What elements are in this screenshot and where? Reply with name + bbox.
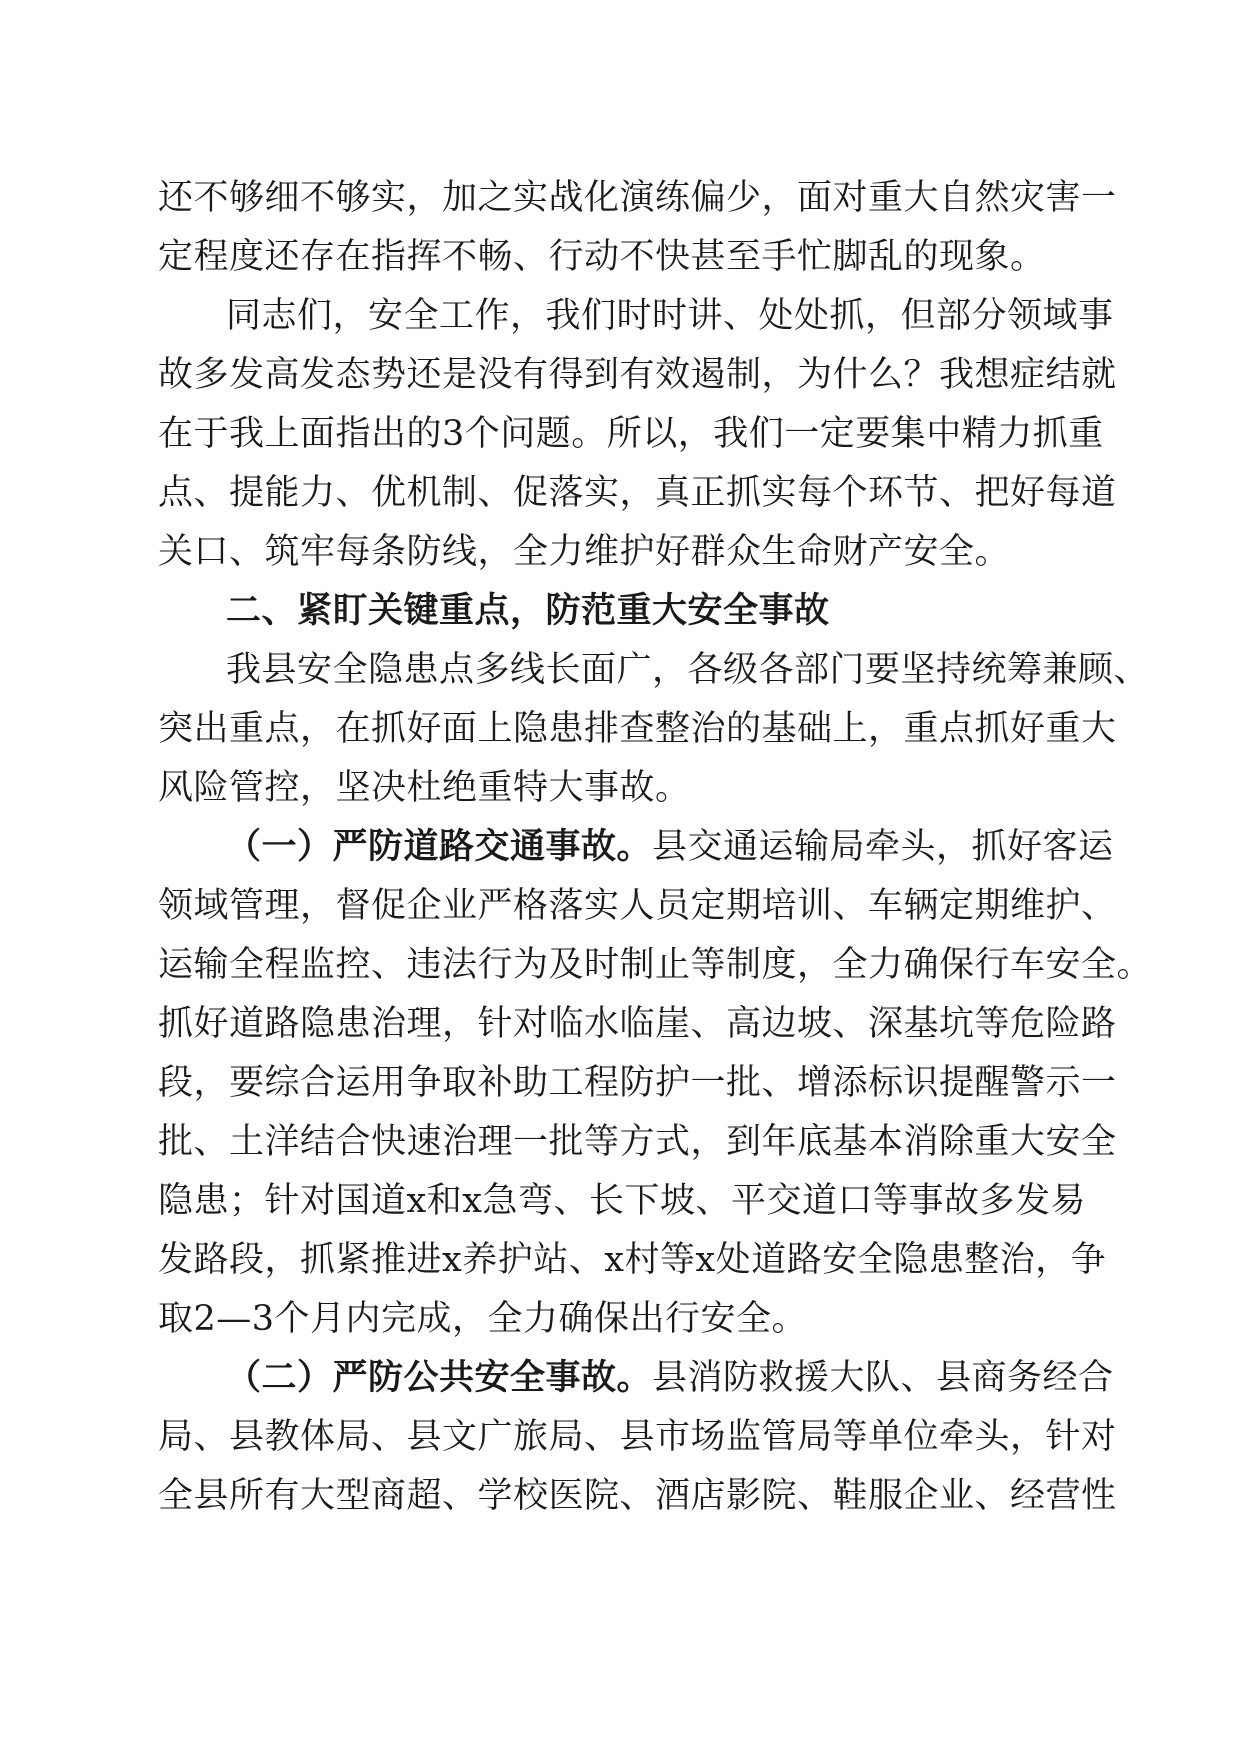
body-text-line: 突出重点，在抓好面上隐患排查整治的基础上，重点抓好重大 — [158, 709, 1117, 749]
body-text-line: 同志们，安全工作，我们时时讲、处处抓，但部分领域事 — [226, 296, 1114, 336]
section-heading: 二、紧盯关键重点，防范重大安全事故 — [226, 591, 830, 631]
body-text-line: 还不够细不够实，加之实战化演练偏少，面对重大自然灾害一 — [158, 178, 1117, 218]
body-text-line: 批、土洋结合快速治理一批等方式，到年底基本消除重大安全 — [158, 1122, 1117, 1162]
body-text-line: 运输全程监控、违法行为及时制止等制度，全力确保行车安全。 — [158, 945, 1153, 985]
body-text-line: 全县所有大型商超、学校医院、酒店影院、鞋服企业、经营性 — [158, 1476, 1117, 1516]
body-text-line: 局、县教体局、县文广旅局、县市场监管局等单位牵头，针对 — [158, 1417, 1117, 1457]
body-text-line: 在于我上面指出的3个问题。所以，我们一定要集中精力抓重 — [158, 414, 1104, 454]
body-text-line: 定程度还存在指挥不畅、行动不快甚至手忙脚乱的现象。 — [158, 237, 1046, 277]
body-text-line: 发路段，抓紧推进x养护站、x村等x处道路安全隐患整治，争 — [158, 1240, 1107, 1280]
body-text-line: 风险管控，坚决杜绝重特大事故。 — [158, 768, 691, 808]
body-text: 县消防救援大队、县商务经合 — [652, 1358, 1114, 1398]
subsection-heading: （一）严防道路交通事故。 — [226, 826, 653, 867]
body-text-line: 点、提能力、优机制、促落实，真正抓实每个环节、把好每道 — [158, 473, 1117, 513]
subsection-paragraph-start — [226, 1350, 1156, 1406]
body-text-line: 领域管理，督促企业严格落实人员定期培训、车辆定期维护、 — [158, 886, 1117, 926]
body-text-line: 关口、筑牢每条防线，全力维护好群众生命财产安全。 — [158, 532, 1011, 572]
body-text-line: 取2—3个月内完成，全力确保出行安全。 — [158, 1299, 808, 1339]
subsection-paragraph-start — [226, 819, 1156, 875]
body-text-line: 隐患；针对国道x和x急弯、长下坡、平交道口等事故多发易 — [158, 1181, 1086, 1221]
body-text-line: 我县安全隐患点多线长面广，各级各部门要坚持统筹兼顾、 — [226, 650, 1150, 690]
body-text: 县交通运输局牵头，抓好客运 — [652, 827, 1114, 867]
body-text-line: 抓好道路隐患治理，针对临水临崖、高边坡、深基坑等危险路 — [158, 1004, 1117, 1044]
body-text-line: 段，要综合运用争取补助工程防护一批、增添标识提醒警示一 — [158, 1063, 1117, 1103]
subsection-heading: （二）严防公共安全事故。 — [226, 1357, 653, 1398]
body-text-line: 故多发高发态势还是没有得到有效遏制，为什么？我想症结就 — [158, 355, 1117, 395]
